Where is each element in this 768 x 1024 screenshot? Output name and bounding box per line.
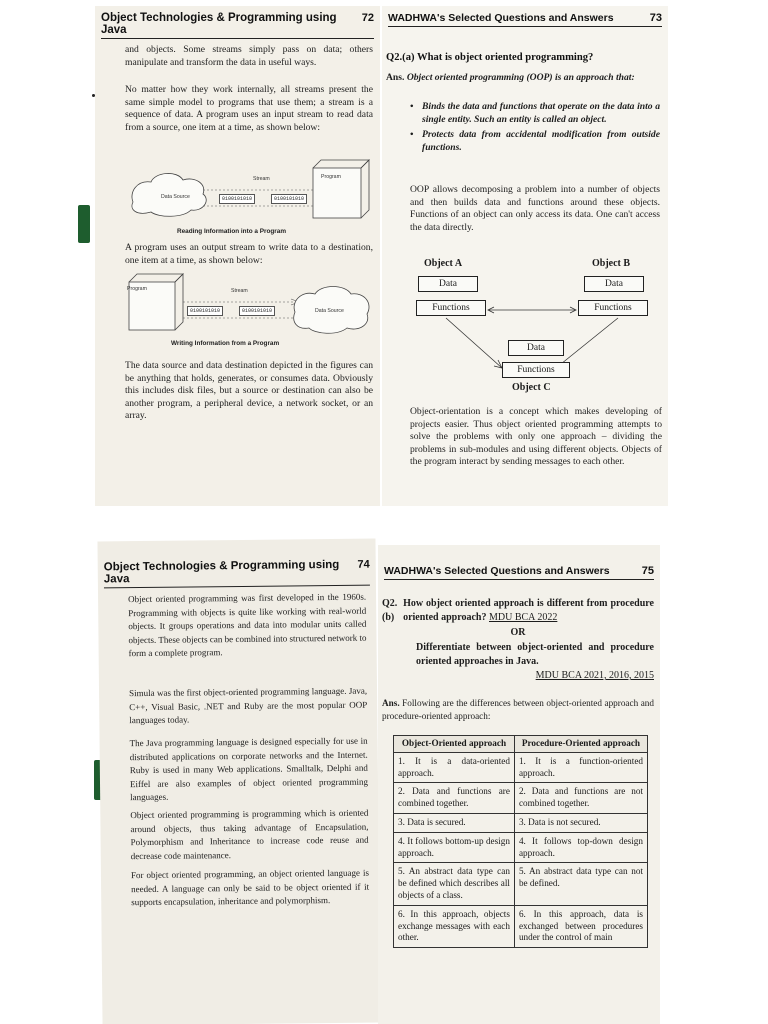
table-cell: 1. It is a function-oriented approach. [514,752,647,783]
table-row [394,832,648,863]
paragraph: OOP allows decomposing a problem into a number of objects and then builds data and functions around these objects. Functions of an object can only access its data. One can't access the data directly. [410,184,660,233]
stream-diagram [125,272,373,338]
table-row [394,905,648,947]
figure-writing-stream [125,272,373,352]
figure-caption: Reading Information into a Program [177,228,287,235]
table-cell: 2. Data and functions are combined together. [394,783,515,814]
question-label: Q2.(b) [382,598,398,623]
stream-label: Stream [231,288,248,294]
page-number: 74 [357,558,370,571]
table-row [394,783,648,814]
object-a-data: Data [418,276,478,292]
answer-label: Ans. [382,698,400,708]
book-page-72 [95,6,380,506]
table-cell: 6. In this approach, data is exchanged between procedures under the control of main [514,905,647,947]
running-head-title: WADHWA's Selected Questions and Answers [388,12,614,24]
comparison-table [393,735,648,948]
question-text: Differentiate between object-oriented and procedure oriented approaches in Java. [416,642,654,667]
object-b-functions: Functions [578,300,648,316]
table-row [394,813,648,832]
object-c-title: Object C [512,382,551,393]
paragraph: Simula was the first object-oriented programming language. Java, C++, Visual Basic, .NET and Ruby are the most popular OOP languages today. [129,685,368,726]
running-head-title: WADHWA's Selected Questions and Answers [384,565,610,577]
table-cell: 1. It is a data-oriented approach. [394,752,515,783]
book-page-73 [382,6,668,506]
column-header: Procedure-Oriented approach [514,736,647,753]
paragraph: The Java programming language is designed especially for use in distributed applications on corporate networks and the Internet. Ruby is used in many Web applications. Smalltalk, Delphi and Eiffel are also examples of object oriented programming languages. [129,735,369,803]
program-label: Program [127,286,147,292]
running-head-title: Object Technologies & Programming using Java [103,558,340,586]
object-a-title: Object A [424,258,463,269]
question-text: How object oriented approach is different from procedure oriented approach? [403,598,654,623]
bit-sequence: 0100101010 [239,306,275,316]
paragraph: For object oriented programming, an object oriented language is needed. A language can only be said to be object oriented if it supports encapsulation, inheritance and polymorphism. [130,867,370,908]
bit-sequence: 0100101010 [219,194,255,204]
answer-intro: Object oriented programming (OOP) is an approach that: [406,72,635,83]
object-b-data: Data [584,276,644,292]
exam-reference: MDU BCA 2021, 2016, 2015 [535,670,654,681]
running-head [101,12,374,39]
paragraph: and objects. Some streams simply pass on data; others manipulate and transform the data in useful ways. [125,44,373,68]
book-page-75 [378,545,660,1024]
table-cell: 4. It follows top-down design approach. [514,832,647,863]
question-heading: Q2.(a) What is object oriented programming? [386,52,594,63]
table-row [394,863,648,905]
page-number: 73 [649,12,662,24]
answer-label: Ans. [386,72,405,83]
paragraph: Object-orientation is a concept which makes developing of projects easier. Thus object oriented programming attempts to solve the problems with only one approach – dividing the problems in sub-modules and using different objects. Objects of the program interact by sending messages to each other. [410,406,662,468]
bit-sequence: 0100101010 [187,306,223,316]
paragraph: No matter how they work internally, all streams present the same simple model to programs that use them; a stream is a sequence of data. A program uses an input stream to read data from a source, one item at a time, as shown below: [125,84,373,133]
stream-label: Stream [253,176,270,182]
stream-diagram [125,154,373,226]
or-separator: OR [510,627,526,638]
table-cell: 4. It follows bottom-up design approach. [394,832,515,863]
answer-intro: Following are the differences between object-oriented approach and procedure-oriented approach: [382,698,654,721]
answer-block [382,697,654,722]
page-number: 75 [641,565,654,577]
answer-bullets [408,98,660,154]
paragraph: A program uses an output stream to write data to a destination, one item at a time, as shown below: [125,242,373,266]
program-label: Program [321,174,341,180]
table-cell: 6. In this approach, objects exchange messages with each other. [394,905,515,947]
question-block [382,597,654,683]
list-item: • Binds the data and functions that operate on the data into a single entity. Such an entity is called an object. [408,101,660,126]
running-head [384,565,654,580]
object-a-functions: Functions [416,300,486,316]
object-c-functions: Functions [502,362,570,378]
running-head [104,559,370,589]
book-page-tab [78,205,90,243]
table-row [394,752,648,783]
paragraph: The data source and data destination depicted in the figures can be anything that holds, generates, or consumes data. Obviously this includes disk files, but a source or destination can also be another program, a peripheral device, a network socket, or an array. [125,360,373,422]
bit-sequence: 0100101010 [271,194,307,204]
table-cell: 2. Data and functions are not combined together. [514,783,647,814]
table-cell: 3. Data is not secured. [514,813,647,832]
object-c-data: Data [508,340,564,356]
running-head-title: Object Technologies & Programming using Java [101,12,337,36]
figure-reading-stream [125,154,373,239]
figure-caption: Writing Information from a Program [171,340,280,347]
exam-reference: MDU BCA 2022 [489,612,558,623]
book-page-74 [97,539,380,1024]
running-head [388,12,662,27]
list-item: • Protects data from accidental modification from outside functions. [408,129,660,154]
object-diagram [406,250,664,400]
object-b-title: Object B [592,258,631,269]
table-cell: 5. An abstract data type can not be defined. [514,863,647,905]
data-source-label: Data Source [161,194,190,200]
table-cell: 5. An abstract data type can be defined which describes all objects of a class. [394,863,515,905]
table-cell: 3. Data is secured. [394,813,515,832]
page-number: 72 [361,12,374,24]
paragraph: Object oriented programming is programming which is oriented around objects, thus taking advantage of Encapsulation, Polymorphism and Inheritance to increase code reuse and decrease code maintenance. [130,807,369,861]
table-header-row [394,736,648,753]
paragraph: Object oriented programming was first developed in the 1960s. Programming with objects is quite like working with real-world objects. It groups operations and data into modular units called objects. These objects can be combined into structured network to form a complete program. [128,591,367,659]
answer-block [386,72,661,85]
data-source-label: Data Source [315,308,344,314]
column-header: Object-Oriented approach [394,736,515,753]
